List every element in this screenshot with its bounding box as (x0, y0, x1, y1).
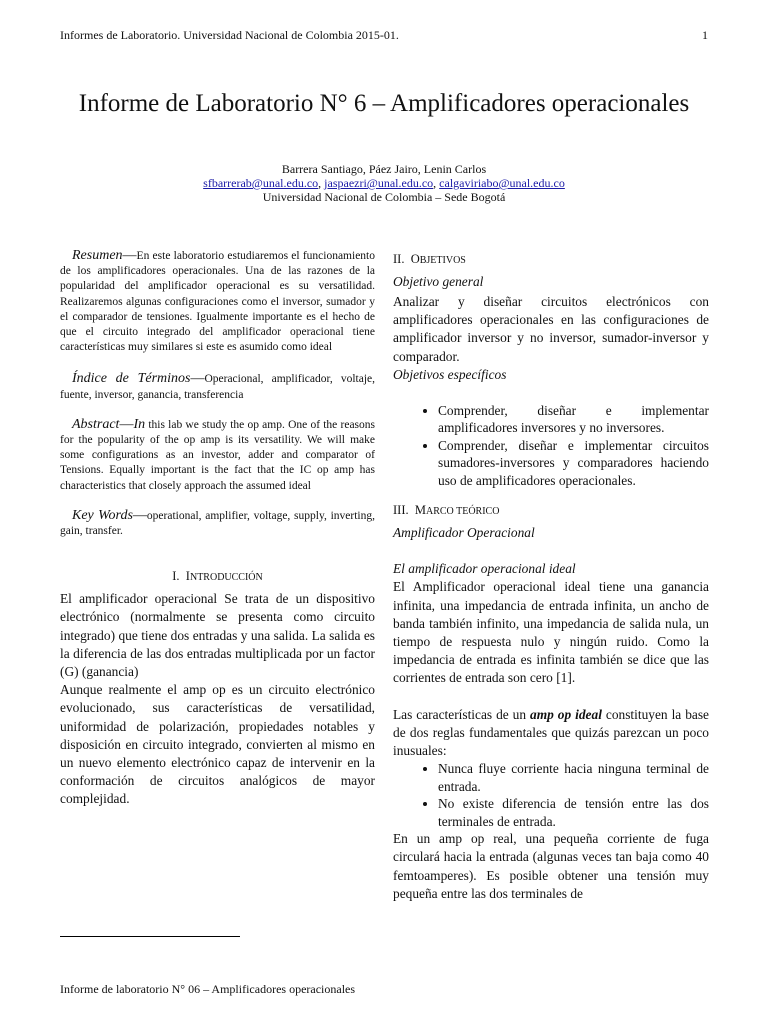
right-column (393, 248, 709, 903)
intro-paragraph-1: El amplificador operacional Se trata de un dispositivo electrónico (normalmente se presenta como circuito integrado) que tiene dos entradas y una salida. La salida es la diferencia de las dos entradas multiplicada por un factor (G) (ganancia) (60, 591, 375, 680)
running-header: Informes de Laboratorio. Universidad Nacional de Colombia 2015-01. (60, 28, 399, 42)
list-item: • Comprender, diseñar e implementar circuitos sumadores-inversores y comparadores haciendo uso de amplificadores operacionales. (438, 437, 709, 490)
email-link-paez[interactable]: jaspaezri@unal.edu.co (324, 176, 434, 190)
resumen-dash: — (122, 248, 137, 263)
reglas-list (393, 760, 709, 830)
indice-label: Índice de Términos (72, 371, 191, 387)
email-separator: , (433, 176, 440, 190)
abstract-lead-word: In (133, 416, 146, 432)
resumen-text: En este laboratorio estudiaremos el funcionamiento de los amplificadores operacionales. Una de las razones de la popularidad del amplificador operacional es su versatilidad. Realizaremos algunas configuraciones como el inversor, sumador y el comparador de tensiones. Igualmente importante es el hecho de que el circuito integrado del amplificador operacional tiene características muy similares si este es asumido como ideal (60, 250, 375, 354)
marco-paragraph-2: Las características de un amp op ideal constituyen la base de dos reglas fundamentales que quizás parezcan un poco inusuales: (393, 706, 709, 758)
paper-title: Informe de Laboratorio N° 6 – Amplificadores operacionales (78, 90, 690, 117)
abstract-text: this lab we study the op amp. One of the reasons for the popularity of the op amp is its versatility. We will make some configurations as an investor, adder and comparator of Tensions. Equally important is the fact that the IC op amp has characteristics that closely approach the assumed ideal (60, 418, 375, 492)
keywords-label: Key Words (72, 507, 133, 523)
keywords-text: operational, amplifier, voltage, supply, inverting, gain, transfer. (60, 509, 375, 538)
objetivos-especificos-list (393, 402, 709, 490)
list-item: • No existe diferencia de tensión entre las dos terminales de entrada. (438, 795, 709, 830)
author-emails (60, 176, 708, 190)
footnote-divider (60, 936, 240, 937)
affiliation: Universidad Nacional de Colombia – Sede Bogotá (262, 190, 506, 204)
authors: Barrera Santiago, Páez Jairo, Lenin Carlos (281, 162, 487, 176)
page-footer: Informe de laboratorio N° 06 – Amplificadores operacionales (60, 982, 356, 996)
email-link-barrera[interactable]: sfbarrerab@unal.edu.co (203, 176, 319, 190)
list-item: • Comprender, diseñar e implementar amplificadores inversores y no inversores. (438, 402, 709, 437)
email-separator: , (318, 176, 325, 190)
list-item: • Nunca fluye corriente hacia ninguna terminal de entrada. (438, 760, 709, 795)
intro-paragraph-2: Aunque realmente el amp op es un circuito electrónico evolucionado, sus características de versatilidad, uniformidad de polarización, propiedades notables y disposición en circuito integrado, convierten al mismo en un nuevo elemento electrónico capaz de intervenir en la conformación de circuitos analógicos de mayor complejidad. (60, 682, 375, 807)
left-column (60, 248, 375, 809)
indice-paragraph (60, 371, 375, 402)
marco-paragraph-3: En un amp op real, una pequeña corriente de fuga circulará hacia la entrada (algunas veces tan baja como 40 femtoamperes). Es posible obtener una tensión muy pequeña entre las dos terminales de (393, 831, 709, 901)
objetivos-especificos-heading: Objetivos específicos (393, 366, 507, 382)
resumen-label: Resumen (72, 248, 123, 263)
abstract-paragraph (60, 417, 375, 494)
objetivo-general-text: Analizar y diseñar circuitos electrónicos con amplificadores operacionales en las configuraciones de amplificador inversor y no inversor, sumador-inversor y comparador. (393, 294, 709, 364)
section-heading-objetivos: II. OBJETIVOS (393, 252, 466, 266)
abstract-dash: — (119, 416, 134, 432)
page-number: 1 (702, 28, 708, 42)
indice-dash: — (190, 371, 205, 387)
abstract-label: Abstract (72, 416, 120, 432)
objetivo-general-heading: Objetivo general (393, 274, 484, 289)
keywords-paragraph (60, 508, 375, 539)
section-heading-introduccion: I. INTRODUCCIÓN (172, 569, 263, 584)
keywords-dash: — (132, 507, 147, 523)
email-link-gaviria[interactable]: calgaviriabo@unal.edu.co (439, 176, 565, 190)
indice-text: Operacional, amplificador, voltaje, fuente, inversor, ganancia, transferencia (60, 373, 375, 401)
resumen-paragraph (60, 248, 375, 355)
marco-paragraph-1: El Amplificador operacional ideal tiene una ganancia infinita, una impedancia de entrada infinita, un ancho de banda también infinito, una impedancia de salida nula, un tiempo de respuesta nulo y ningún ruido. Como la impedancia de entrada es infinita también se dice que las corrientes de entrada son cero [1]. (393, 579, 709, 686)
amplificador-operacional-heading: Amplificador Operacional (393, 525, 535, 541)
section-heading-marco-teorico: III. MARCO TEÓRICO (393, 503, 500, 518)
amp-op-ideal-emphasis: amp op ideal (530, 706, 602, 722)
amplificador-ideal-heading: El amplificador operacional ideal (393, 561, 576, 577)
